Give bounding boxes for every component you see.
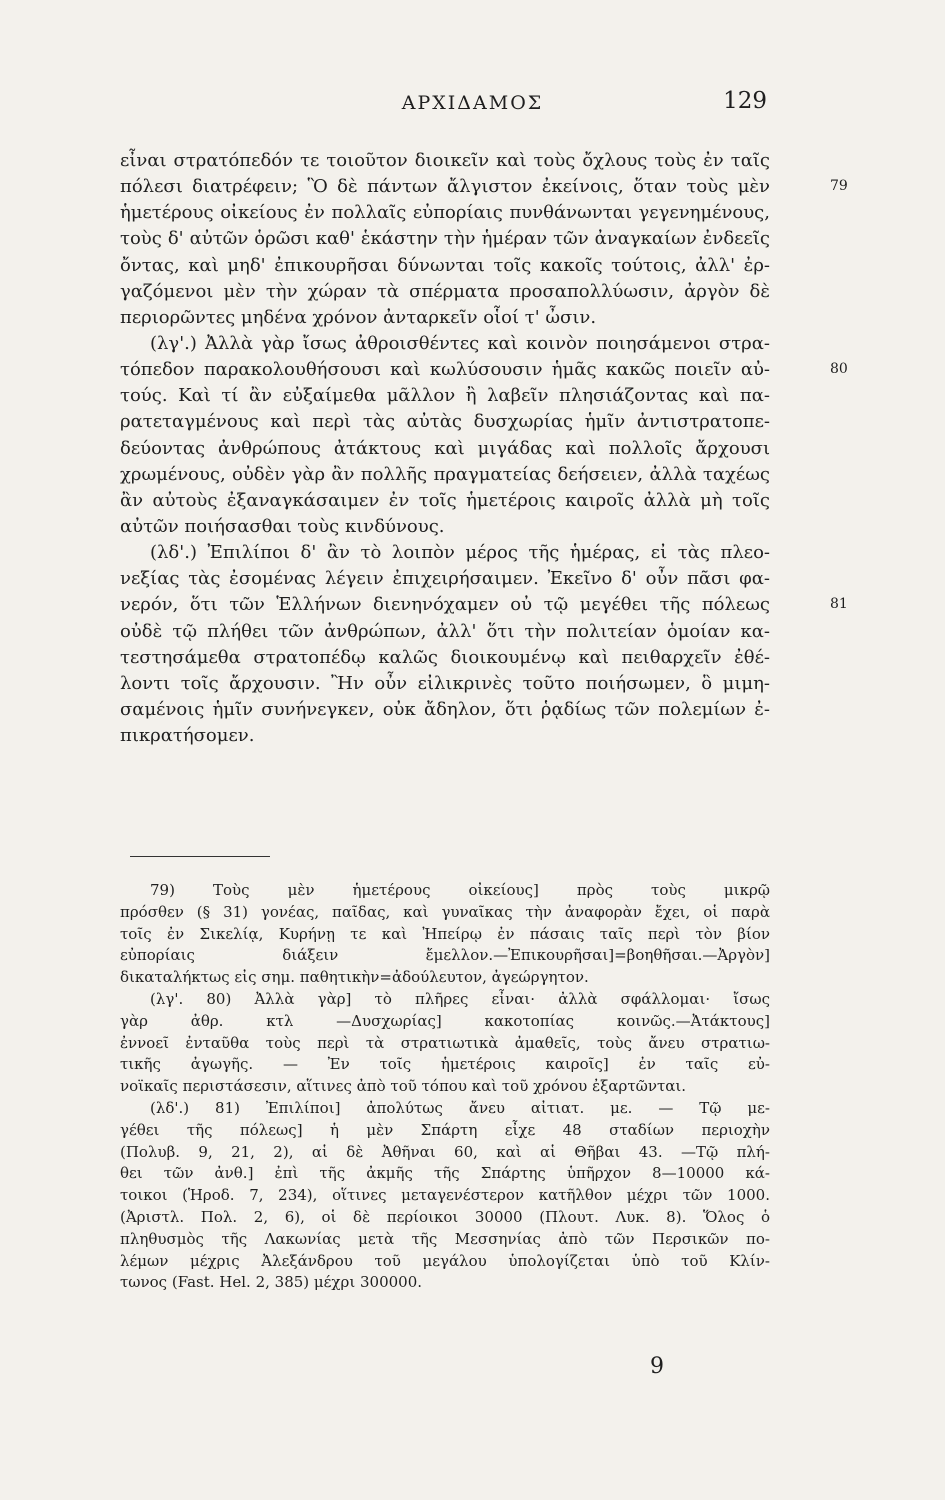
note-line: εὐπορίαις διάξειν ἔμελλον.—Ἐπικουρῆσαι]=βοηθῆσαι.—Ἀργὸν] <box>120 946 770 965</box>
note-line: τικῆς ἀγωγῆς. — Ἐν τοῖς ἡμετέροις καιροῖς] ἐν ταῖς εὐ- <box>120 1055 770 1074</box>
main-text <box>120 148 770 749</box>
page-number: 129 <box>723 88 767 114</box>
text-line: τοὺς δ' αὐτῶν ὁρῶσι καθ' ἑκάστην τὴν ἡμέραν τῶν ἀναγκαίων ἐνδεεῖς <box>120 228 770 250</box>
text-line: περιορῶντες μηδένα χρόνον ἀνταρκεῖν οἷοί τ' ὦσιν. <box>120 306 597 328</box>
text-line: ὄντας, καὶ μηδ' ἐπικουρῆσαι δύνωνται τοῖς κακοῖς τούτοις, ἀλλ' ἐρ- <box>120 254 770 276</box>
footnotes <box>120 880 770 1294</box>
note-line: γέθει τῆς πόλεως] ἡ μὲν Σπάρτη εἶχε 48 σταδίων περιοχὴν <box>120 1120 770 1139</box>
text-line: τεστησάμεθα στρατοπέδῳ καλῶς διοικουμένῳ καὶ πειθαρχεῖν ἐθέ- <box>120 646 770 668</box>
note-line: (λδ'.) 81) Ἐπιλίποι] ἀπολύτως ἄνευ αἰτιατ. με. — Τῷ με- <box>150 1098 770 1117</box>
text-line: νεξίας τὰς ἐσομένας λέγειν ἐπιχειρήσαιμεν. Ἐκεῖνο δ' οὖν πᾶσι φα- <box>120 568 770 590</box>
note-line: (Πολυβ. 9, 21, 2), αἱ δὲ Ἀθῆναι 60, καὶ αἱ Θῆβαι 43. —Τῷ πλή- <box>120 1142 770 1161</box>
running-title: ΑΡΧΙΔΑΜΟΣ <box>401 92 544 114</box>
note-line: τωνος (Fast. Hel. 2, 385) μέχρι 300000. <box>120 1273 423 1292</box>
note-line: (Ἀριστλ. Πολ. 2, 6), οἱ δὲ περίοικοι 30000 (Πλουτ. Λυκ. 8). Ὅλος ὁ <box>120 1207 770 1226</box>
page-header <box>0 88 945 122</box>
note-line: πρόσθεν (§ 31) γονέας, παῖδας, καὶ γυναῖκας τὴν ἀναφορὰν ἔχει, οἱ παρὰ <box>120 902 770 921</box>
note-line: πληθυσμὸς τῆς Λακωνίας μετὰ τῆς Μεσσηνίας ἀπὸ τῶν Περσικῶν πο- <box>120 1229 770 1248</box>
note-line: δικαταλήκτως εἰς σημ. παθητικὴν=ἀδούλευτον, ἀγεώργητον. <box>120 968 589 987</box>
text-line: ἂν αὐτοὺς ἐξαναγκάσαιμεν ἐν τοῖς ἡμετέροις καιροῖς ἀλλὰ μὴ τοῖς <box>120 489 770 511</box>
text-line: λοντι τοῖς ἄρχουσιν. Ἢν οὖν εἰλικρινὲς τοῦτο ποιήσωμεν, ὃ μιμη- <box>120 672 770 694</box>
text-line: σαμένοις ἡμῖν συνήνεγκεν, οὐκ ἄδηλον, ὅτι ῥᾳδίως τῶν πολεμίων ἐ- <box>120 698 770 720</box>
signature-mark: 9 <box>650 1354 664 1379</box>
text-line: πόλεσι διατρέφειν; Ὃ δὲ πάντων ἄλγιστον ἐκείνοις, ὅταν τοὺς μὲν <box>120 176 770 198</box>
text-line: δεύοντας ἀνθρώπους ἀτάκτους καὶ μιγάδας καὶ πολλοῖς ἄρχουσι <box>120 437 770 459</box>
text-line: ρατεταγμένους καὶ περὶ τὰς αὐτὰς δυσχωρίας ἡμῖν ἀντιστρατοπε- <box>120 411 770 433</box>
text-line: τούς. Καὶ τί ἂν εὐξαίμεθα μᾶλλον ἢ λαβεῖν πλησιάζοντας καὶ πα- <box>120 385 770 407</box>
note-line: γὰρ ἀθρ. κτλ —Δυσχωρίας] κακοτοπίας κοινῶς.—Ἀτάκτους] <box>120 1011 770 1030</box>
margin-number: 81 <box>830 596 848 612</box>
note-line: θει τῶν ἀνθ.] ἐπὶ τῆς ἀκμῆς τῆς Σπάρτης ὑπῆρχον 8—10000 κά- <box>120 1164 770 1183</box>
text-line: ἡμετέρους οἰκείους ἐν πολλαῖς εὐπορίαις πυνθάνωνται γεγενημένους, <box>120 202 770 224</box>
note-line: ἐννοεῖ ἐνταῦθα τοὺς περὶ τὰ στρατιωτικὰ ἀμαθεῖς, τοὺς ἄνευ στρατιω- <box>120 1033 770 1052</box>
note-line: τοικοι (Ἡροδ. 7, 234), οἵτινες μεταγενέστερον κατῆλθον μέχρι τῶν 1000. <box>120 1186 770 1205</box>
footnote-rule <box>130 856 270 857</box>
text-line: τόπεδον παρακολουθήσουσι καὶ κωλύσουσιν ἡμᾶς κακῶς ποιεῖν αὐ- <box>120 359 770 381</box>
note-line: τοῖς ἐν Σικελίᾳ, Κυρήνῃ τε καὶ Ἠπείρῳ ἐν πάσαις ταῖς περὶ τὸν βίον <box>120 924 770 943</box>
note-line: (λγ'. 80) Ἀλλὰ γὰρ] τὸ πλῆρες εἶναι· ἀλλὰ σφάλλομαι· ἴσως <box>150 989 770 1008</box>
text-line: (λδ'.) Ἐπιλίποι δ' ἂν τὸ λοιπὸν μέρος τῆς ἡμέρας, εἰ τὰς πλεο- <box>150 542 770 564</box>
note-line: λέμων μέχρις Ἀλεξάνδρου τοῦ μεγάλου ὑπολογίζεται ὑπὸ τοῦ Κλίν- <box>120 1251 770 1270</box>
text-line: εἶναι στρατόπεδόν τε τοιοῦτον διοικεῖν καὶ τοὺς ὄχλους τοὺς ἐν ταῖς <box>120 150 770 171</box>
text-line: πικρατήσομεν. <box>120 725 255 747</box>
text-line: γαζόμενοι μὲν τὴν χώραν τὰ σπέρματα προσαπολλύωσιν, ἀργὸν δὲ <box>120 280 770 302</box>
margin-number: 80 <box>830 361 848 377</box>
note-line: νοϊκαῖς περιστάσεσιν, αἵτινες ἀπὸ τοῦ τόπου καὶ τοῦ χρόνου ἐξαρτῶνται. <box>120 1077 687 1096</box>
text-line: οὐδὲ τῷ πλήθει τῶν ἀνθρώπων, ἀλλ' ὅτι τὴν πολιτείαν ὁμοίαν κα- <box>120 620 770 642</box>
text-line: (λγ'.) Ἀλλὰ γὰρ ἴσως ἀθροισθέντες καὶ κοινὸν ποιησάμενοι στρα- <box>150 332 770 354</box>
text-line: νερόν, ὅτι τῶν Ἑλλήνων διενηνόχαμεν οὐ τῷ μεγέθει τῆς πόλεως <box>120 594 770 616</box>
note-line: 79) Τοὺς μὲν ἡμετέρους οἰκείους] πρὸς τοὺς μικρῷ <box>150 881 770 899</box>
text-line: αὐτῶν ποιήσασθαι τοὺς κινδύνους. <box>120 515 445 537</box>
text-line: χρωμένους, οὐδὲν γὰρ ἂν πολλῆς πραγματείας δεήσειεν, ἀλλὰ ταχέως <box>120 463 770 485</box>
margin-number: 79 <box>830 178 848 194</box>
